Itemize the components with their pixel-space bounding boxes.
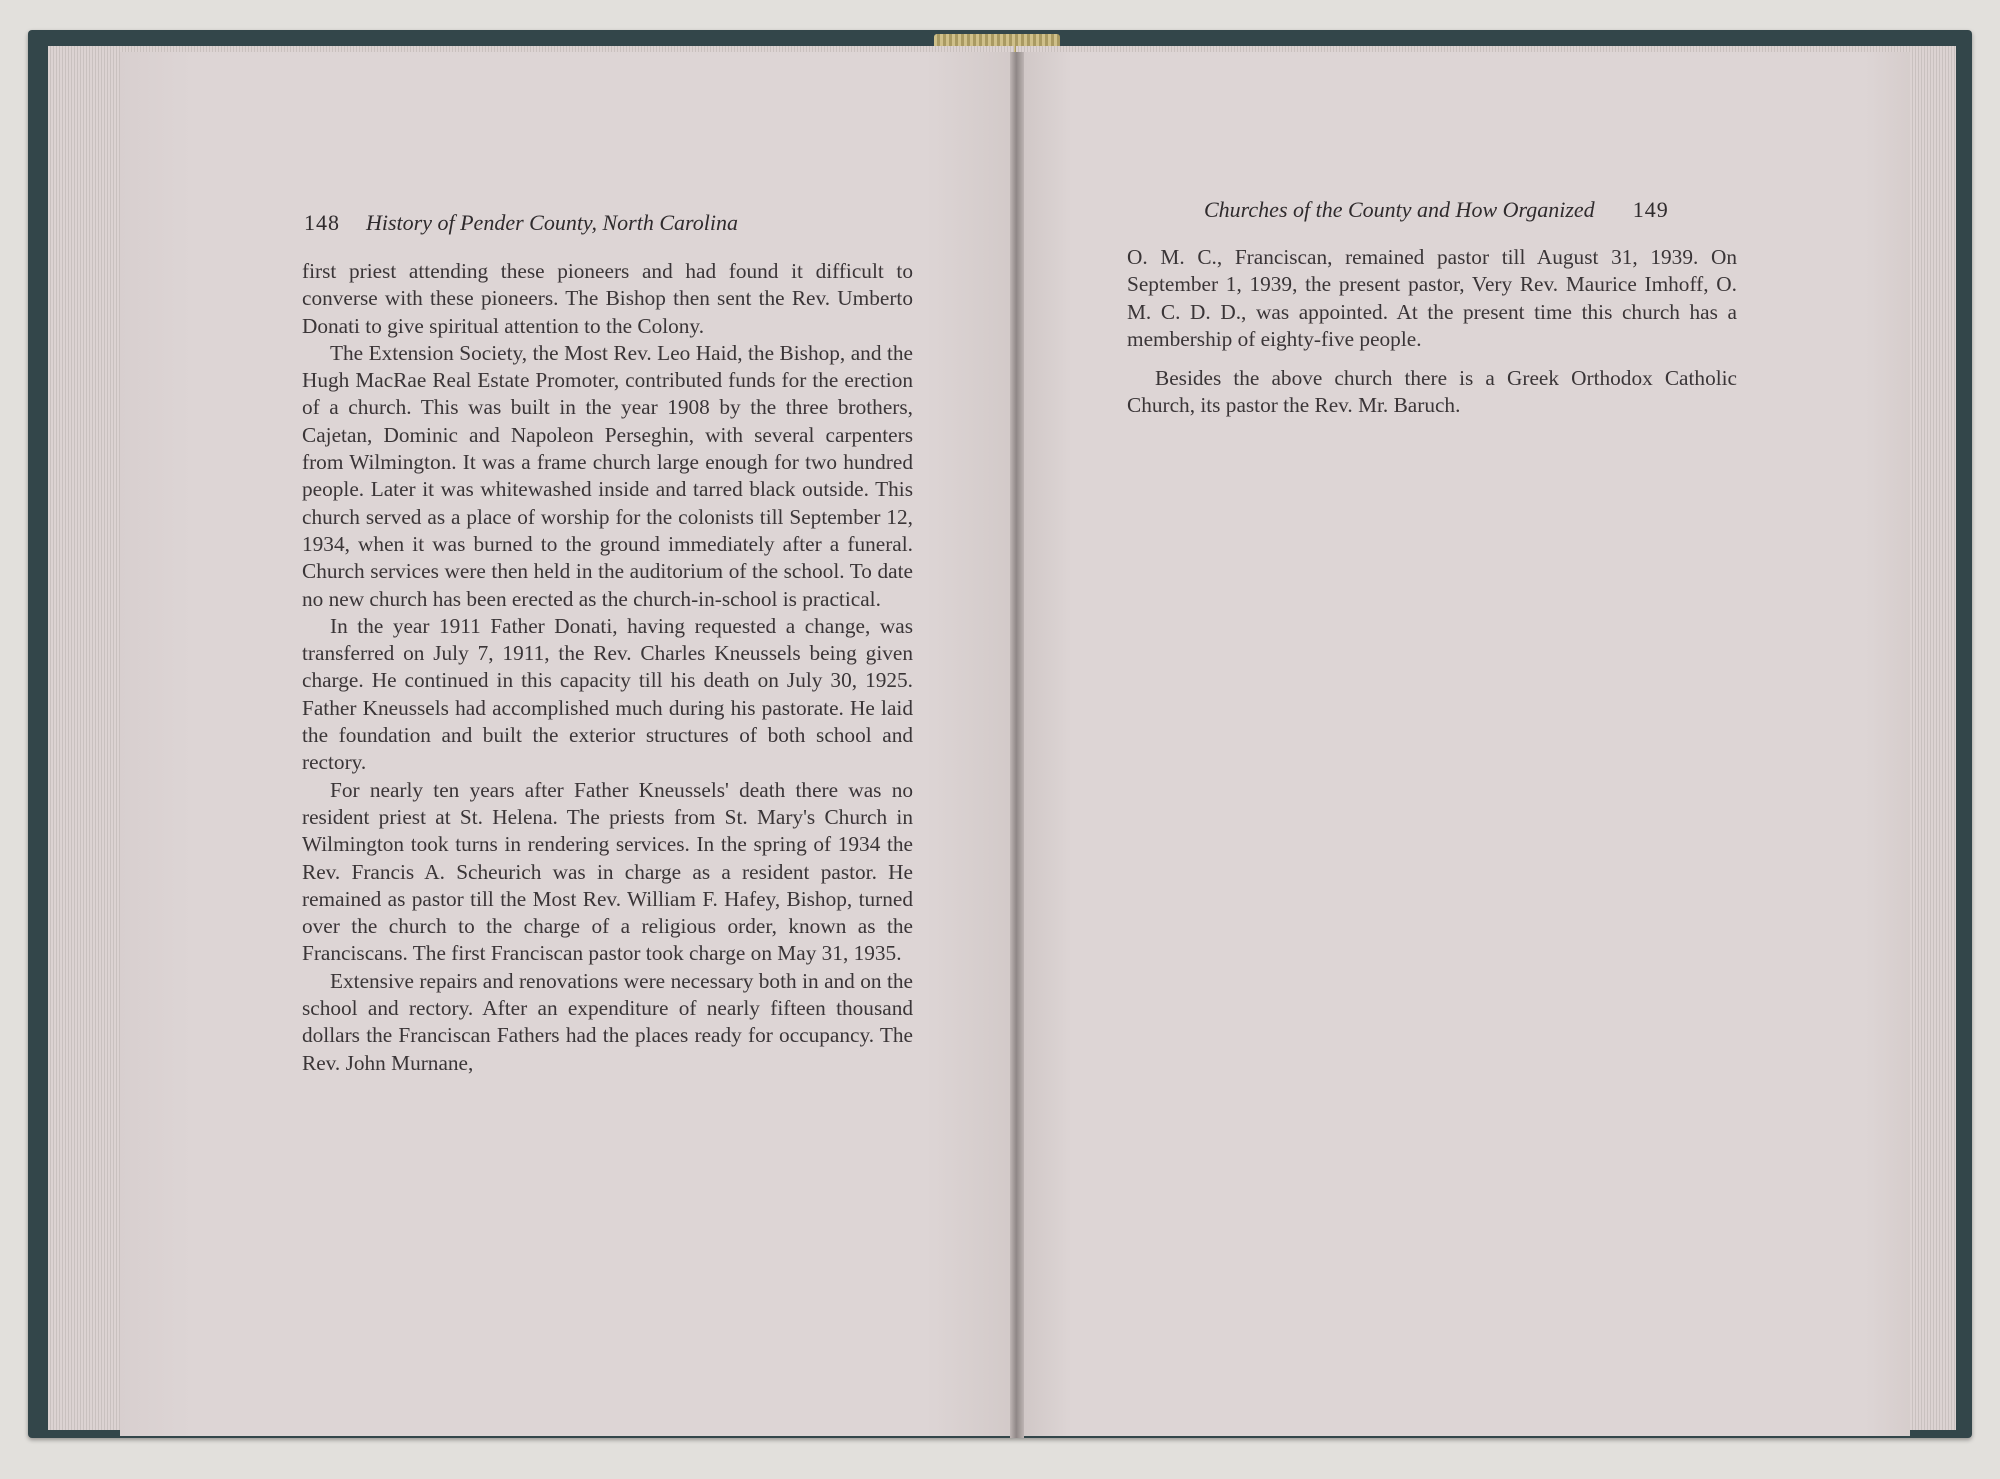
left-paragraph-3: In the year 1911 Father Donati, having requested a change, was transferred on July 7, 1911, the Rev. Charles Kneussels being given charge. He continued in this capacity till his death on July 30, 1925. Father Kneussels had accomplished much during his pastorate. He laid the foundation and built the exterior structures of both school and rectory. [302,613,913,775]
right-paragraph-1: O. M. C., Franciscan, remained pastor till August 31, 1939. On September 1, 1939, the present pastor, Very Rev. Maurice Imhoff, O. M. C. D. D., was appointed. At the present time this church has a membership of eighty-five people. [1127,245,1737,351]
right-page-number: 149 [1632,197,1669,222]
book-gutter [1010,52,1024,1438]
left-page-number: 148 [304,210,340,235]
left-paragraph-1: first priest attending these pioneers and had found it difficult to converse with these pioneers. The Bishop then sent the Rev. Umberto Donati to give spiritual attention to the Colony. [302,259,913,338]
right-page-body [1127,244,1737,420]
right-page-header [1204,197,1669,223]
left-paragraph-5: Extensive repairs and renovations were necessary both in and on the school and rectory. After an expenditure of nearly fifteen thousand dollars the Franciscan Fathers had the places ready for occupancy. The Rev. John Murnane, [302,968,913,1075]
right-running-head: Churches of the County and How Organized [1204,197,1595,222]
left-running-head: History of Pender County, North Carolina [366,210,738,235]
right-paragraph-2: Besides the above church there is a Greek Orthodox Catholic Church, its pastor the Rev. Mr. Baruch. [1127,366,1737,418]
left-paragraph-4: For nearly ten years after Father Kneussels' death there was no resident priest at St. Helena. The priests from St. Mary's Church in Wilmington took turns in rendering services. In the spring of 1934 the Rev. Francis A. Scheurich was in charge as a resident pastor. He remained as pastor till the Most Rev. William F. Hafey, Bishop, turned over the church to the charge of a religious order, known as the Franciscans. The first Franciscan pastor took charge on May 31, 1935. [302,777,913,966]
left-page-header [304,210,738,236]
left-page-body [302,258,913,1077]
left-paragraph-2: The Extension Society, the Most Rev. Leo Haid, the Bishop, and the Hugh MacRae Real Estate Promoter, contributed funds for the erection of a church. This was built in the year 1908 by the three brothers, Cajetan, Dominic and Napoleon Perseghin, with several carpenters from Wilmington. It was a frame church large enough for two hundred people. Later it was whitewashed inside and tarred black outside. This church served as a place of worship for the colonists till September 12, 1934, when it was burned to the ground immediately after a funeral. Church services were then held in the auditorium of the school. To date no new church has been erected as the church-in-school is practical. [302,340,913,611]
